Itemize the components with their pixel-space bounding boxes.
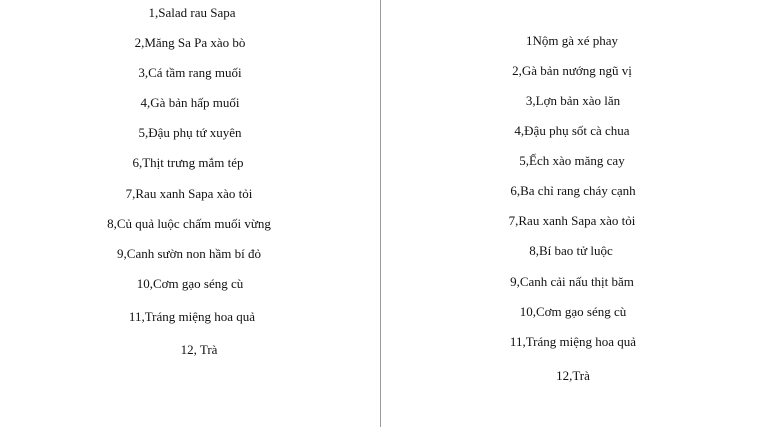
right-menu-item-5: 5,Ếch xào măng cay bbox=[519, 153, 625, 168]
left-menu-item-5: 5,Đậu phụ tứ xuyên bbox=[138, 125, 242, 140]
left-menu-item-8: 8,Củ quả luộc chấm muối vừng bbox=[107, 216, 271, 231]
column-divider bbox=[380, 0, 381, 427]
right-menu-item-8: 8,Bí bao tử luộc bbox=[529, 243, 613, 258]
left-menu-item-1: 1,Salad rau Sapa bbox=[148, 5, 236, 20]
left-menu-item-9: 9,Canh sườn non hầm bí đỏ bbox=[117, 246, 261, 261]
left-menu-item-10: 10,Cơm gạo séng cù bbox=[136, 276, 244, 291]
right-menu-item-12: 12,Trà bbox=[556, 368, 590, 383]
left-menu-item-6: 6,Thịt trưng mắm tép bbox=[132, 155, 244, 170]
left-menu-item-4: 4,Gà bản hấp muối bbox=[140, 95, 240, 110]
right-menu-item-10: 10,Cơm gạo séng cù bbox=[519, 304, 627, 319]
right-menu-item-9: 9,Canh cải nấu thịt băm bbox=[510, 274, 634, 289]
right-menu-item-3: 3,Lợn bản xào lăn bbox=[525, 93, 621, 108]
right-menu-item-7: 7,Rau xanh Sapa xào tỏi bbox=[508, 213, 636, 228]
left-menu-item-7: 7,Rau xanh Sapa xào tỏi bbox=[125, 186, 253, 201]
right-menu-item-1: 1Nộm gà xé phay bbox=[525, 33, 619, 48]
left-menu-item-12: 12, Trà bbox=[180, 342, 218, 357]
left-menu-item-3: 3,Cá tầm rang muối bbox=[138, 65, 242, 80]
right-menu-item-4: 4,Đậu phụ sốt cà chua bbox=[514, 123, 630, 138]
right-menu-item-11: 11,Tráng miệng hoa quả bbox=[509, 334, 637, 349]
left-menu-item-2: 2,Măng Sa Pa xào bò bbox=[134, 35, 246, 50]
right-menu-item-2: 2,Gà bản nướng ngũ vị bbox=[512, 63, 632, 78]
right-menu-item-6: 6,Ba chỉ rang cháy cạnh bbox=[510, 183, 636, 198]
left-menu-item-11: 11,Tráng miệng hoa quả bbox=[128, 309, 256, 324]
